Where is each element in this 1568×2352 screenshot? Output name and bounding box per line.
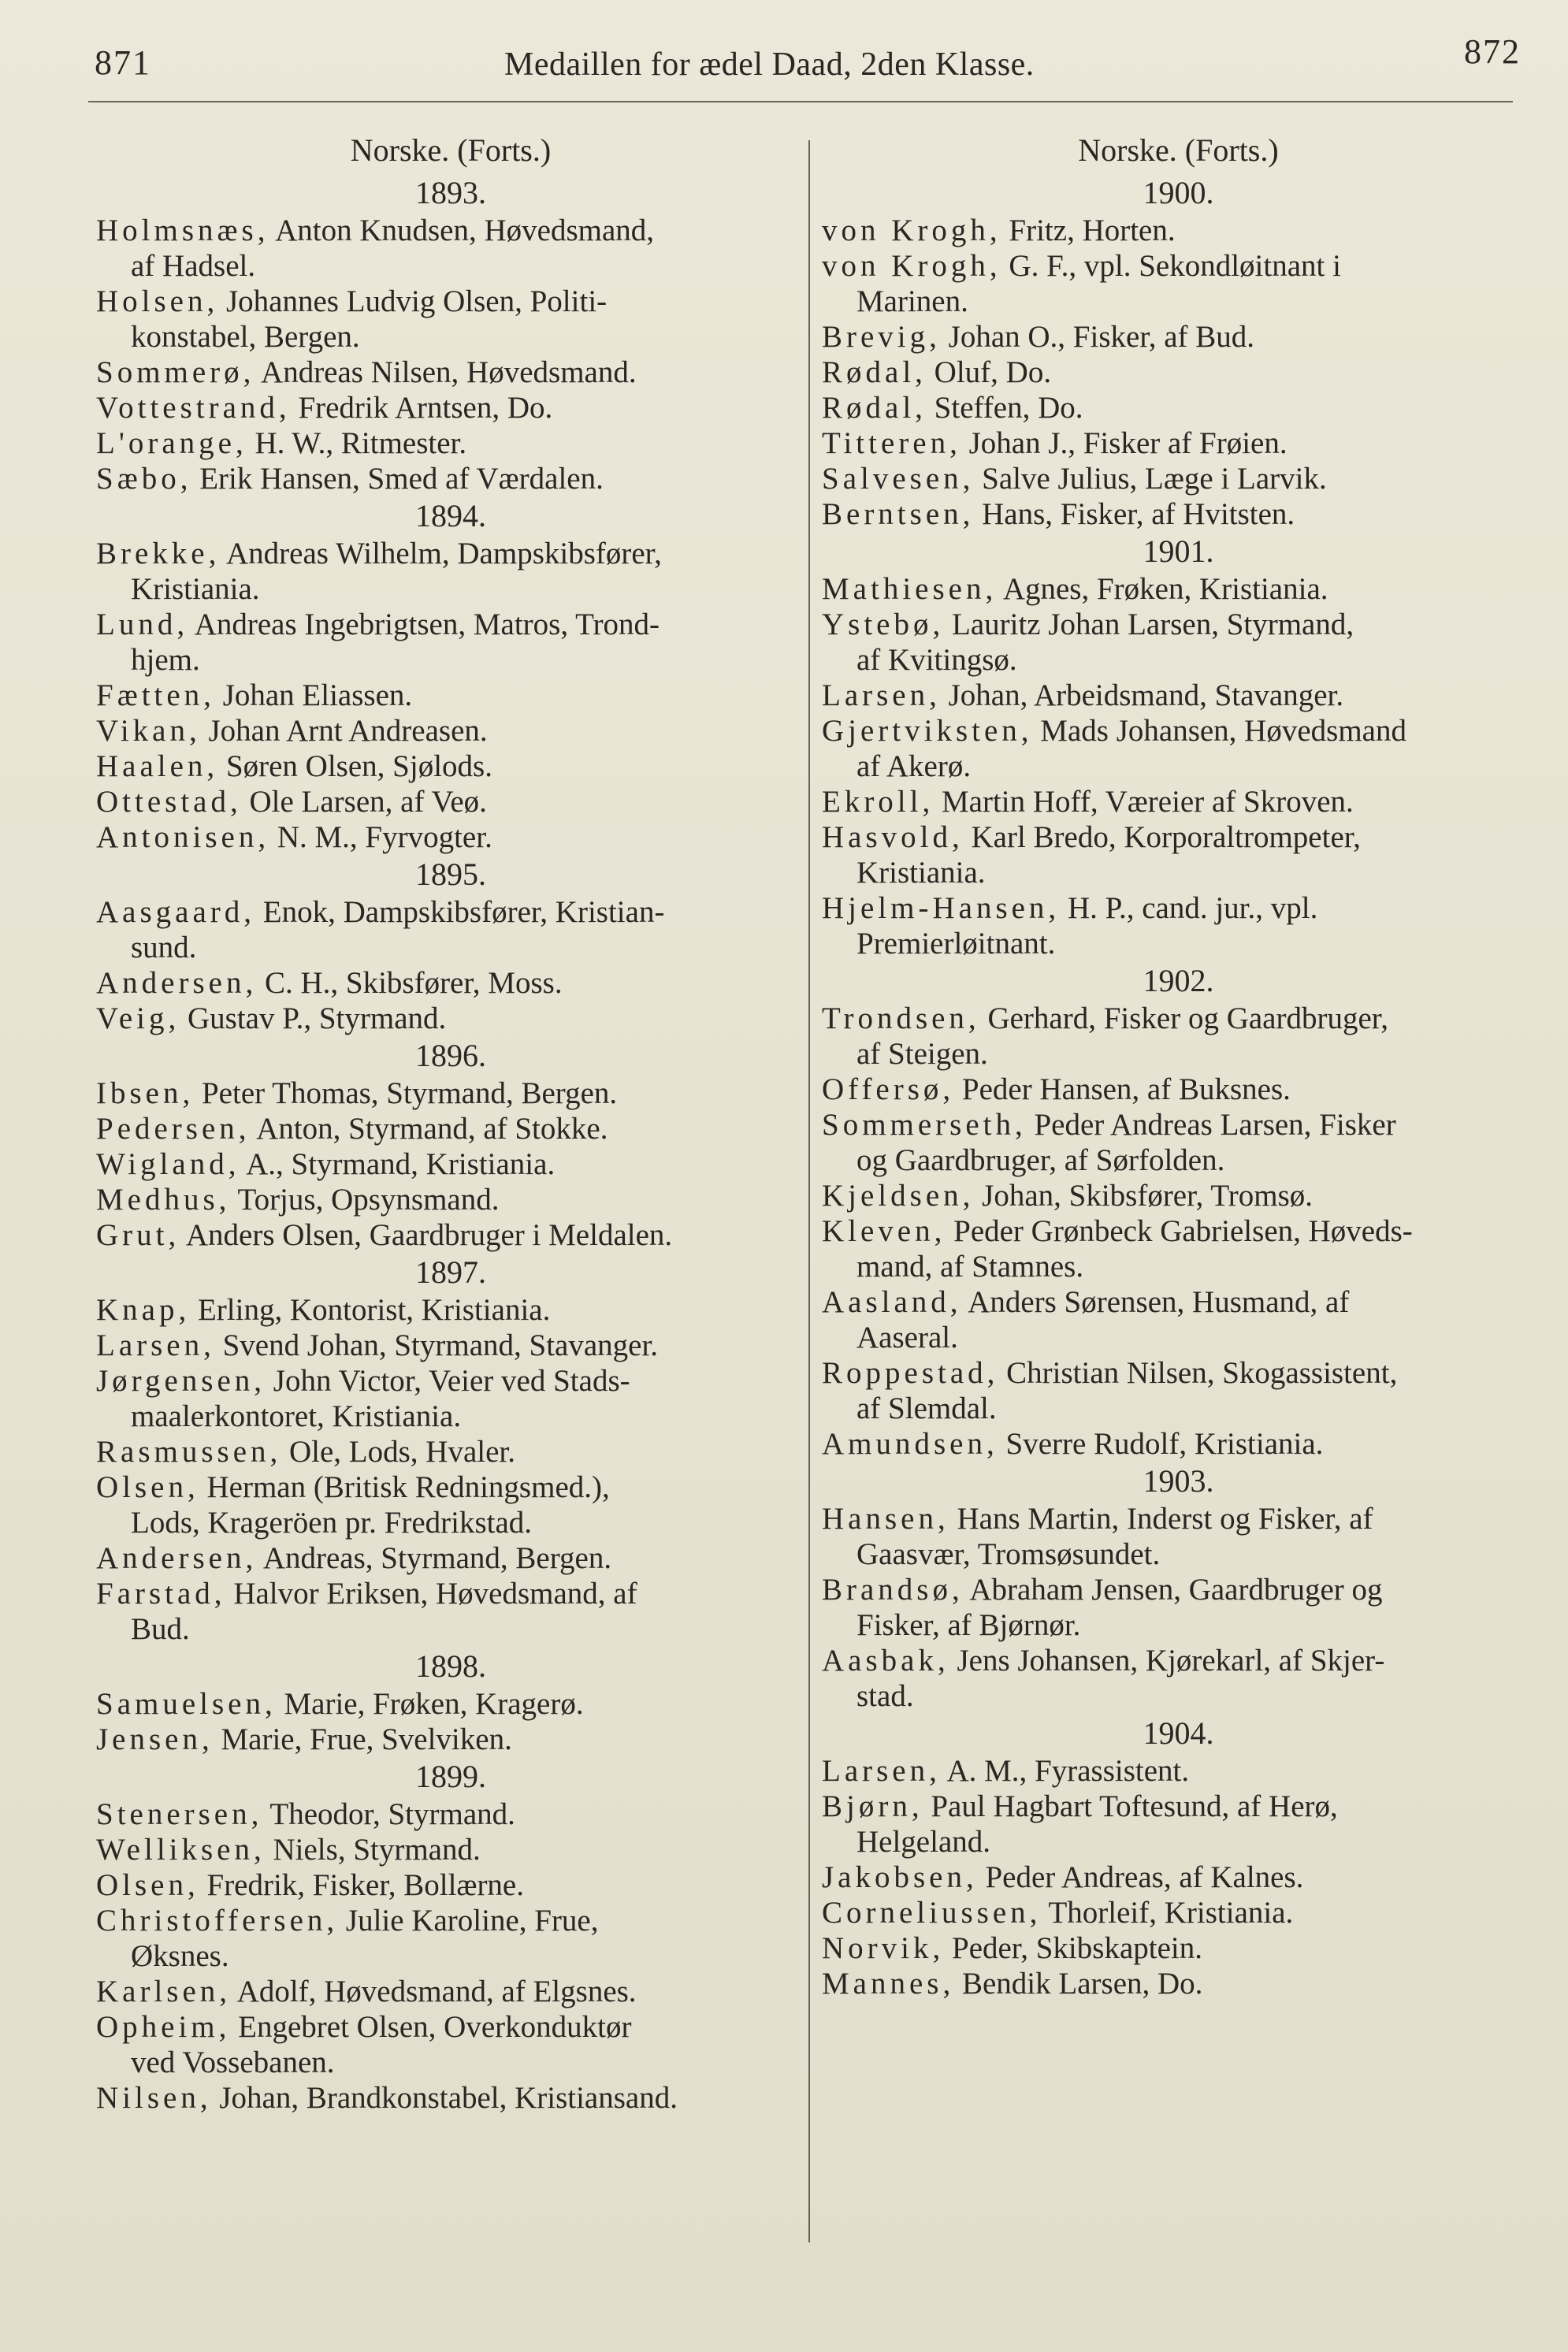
recipient-details: Hans, Fisker, af Hvitsten.	[982, 497, 1295, 531]
medal-entry	[822, 890, 1535, 961]
medal-entry	[96, 713, 805, 749]
recipient-surname: Karlsen,	[96, 1975, 232, 2008]
recipient-details: G. F., vpl. Sekondløitnant i	[1009, 249, 1341, 283]
recipient-surname: Jørgensen,	[96, 1364, 266, 1398]
running-title: Medaillen for ædel Daad, 2den Klasse.	[504, 46, 1035, 83]
medal-entry	[96, 284, 805, 355]
recipient-surname: Ottestad,	[96, 785, 242, 819]
recipient-details: C. H., Skibsfører, Moss.	[264, 966, 563, 1000]
recipient-details: Peder Andreas, af Kalnes.	[985, 1860, 1304, 1894]
medal-entry	[96, 1903, 805, 1974]
recipient-surname: von Krogh,	[822, 214, 1001, 247]
recipient-details: Søren Olsen, Sjølods.	[225, 749, 492, 783]
recipient-details: H. W., Ritmester.	[255, 426, 467, 460]
recipient-surname: Holmsnæs,	[96, 214, 269, 247]
medal-entry	[96, 894, 805, 965]
recipient-details-continued: af Steigen.	[856, 1037, 988, 1071]
recipient-surname: Offersø,	[822, 1072, 955, 1106]
medal-entry	[96, 1974, 805, 2009]
recipient-details: Johan J., Fisker af Frøien.	[968, 426, 1287, 460]
recipient-details: Peder Hansen, af Buksnes.	[961, 1072, 1291, 1106]
medal-entry	[822, 784, 1535, 819]
medal-entry	[822, 1966, 1535, 2001]
page-number-left: 871	[95, 43, 151, 82]
recipient-details: Jens Johansen, Kjørekarl, af Skjer-	[957, 1644, 1385, 1678]
recipient-details: Andreas Nilsen, Høvedsmand.	[261, 355, 637, 389]
recipient-surname: Gjertviksten,	[822, 714, 1033, 748]
medal-entry	[822, 461, 1535, 496]
year-heading: 1901.	[1143, 533, 1214, 569]
recipient-surname: Berntsen,	[822, 497, 975, 531]
medal-entry	[822, 496, 1535, 532]
column-heading: Norske. (Forts.)	[1078, 132, 1279, 168]
medal-entry	[822, 571, 1535, 607]
medal-entry	[822, 248, 1535, 319]
recipient-details: Agnes, Frøken, Kristiania.	[1002, 572, 1328, 606]
medal-entry	[96, 461, 805, 496]
year-heading: 1904.	[1143, 1715, 1214, 1751]
recipient-details: Anders Olsen, Gaardbruger i Meldalen.	[185, 1218, 673, 1252]
recipient-surname: Andersen,	[96, 966, 258, 1000]
medal-entry	[96, 1867, 805, 1903]
column-divider	[808, 140, 810, 2242]
recipient-details-continued: mand, af Stamnes.	[856, 1250, 1084, 1284]
recipient-details: Adolf, Høvedsmand, af Elgsnes.	[236, 1975, 637, 2008]
year-heading: 1895.	[415, 856, 486, 892]
recipient-details: Fredrik, Fisker, Bollærne.	[206, 1868, 524, 1902]
recipient-details: Lauritz Johan Larsen, Styrmand,	[952, 608, 1354, 641]
recipient-surname: Ekroll,	[822, 785, 934, 819]
recipient-surname: Samuelsen,	[96, 1687, 277, 1721]
recipient-details: Theodor, Styrmand.	[269, 1797, 515, 1831]
medal-entry	[96, 1722, 805, 1757]
recipient-details: H. P., cand. jur., vpl.	[1067, 891, 1318, 925]
recipient-surname: Vikan,	[96, 714, 201, 748]
recipient-details: Paul Hagbart Toftesund, af Herø,	[931, 1789, 1338, 1823]
recipient-details: Marie, Frøken, Kragerø.	[284, 1687, 584, 1721]
recipient-details: John Victor, Veier ved Stads-	[273, 1364, 630, 1398]
recipient-details: Herman (Britisk Redningsmed.),	[206, 1470, 610, 1504]
recipient-details-continued: Gaasvær, Tromsøsundet.	[856, 1537, 1161, 1571]
year-heading: 1896.	[415, 1038, 486, 1073]
year-heading: 1893.	[415, 175, 486, 210]
recipient-surname: Vottestrand,	[96, 391, 291, 425]
medal-entry	[822, 1107, 1535, 1178]
medal-entry	[96, 1076, 805, 1111]
medal-entry	[96, 1363, 805, 1434]
column-heading: Norske. (Forts.)	[350, 132, 552, 168]
recipient-surname: Jakobsen,	[822, 1860, 978, 1894]
recipient-surname: Mathiesen,	[822, 572, 998, 606]
recipient-details-continued: Helgeland.	[856, 1825, 991, 1859]
recipient-surname: Sommerø,	[96, 355, 255, 389]
recipient-details: A. M., Fyrassistent.	[946, 1754, 1190, 1788]
medal-entry	[96, 1832, 805, 1867]
recipient-details-continued: af Slemdal.	[856, 1392, 997, 1425]
recipient-surname: Rasmussen,	[96, 1435, 282, 1469]
year-heading: 1894.	[415, 498, 486, 533]
recipient-surname: Aasgaard,	[96, 895, 256, 929]
recipient-details: Gustav P., Styrmand.	[188, 1001, 447, 1035]
recipient-details: Salve Julius, Læge i Larvik.	[982, 462, 1327, 496]
recipient-details: Gerhard, Fisker og Gaardbruger,	[987, 1001, 1388, 1035]
year-heading: 1902.	[1143, 963, 1214, 998]
medal-entry	[96, 1434, 805, 1470]
medal-entry	[96, 1292, 805, 1328]
recipient-details: Peder, Skibskaptein.	[952, 1931, 1202, 1965]
medal-entry	[822, 1860, 1535, 1895]
medal-entry	[822, 1213, 1535, 1284]
recipient-details: Johan Eliassen.	[222, 678, 413, 712]
recipient-surname: L'orange,	[96, 426, 247, 460]
recipient-details: Abraham Jensen, Gaardbruger og	[969, 1573, 1383, 1607]
recipient-details: Fritz, Horten.	[1009, 214, 1176, 247]
recipient-details: Andreas, Styrmand, Bergen.	[262, 1541, 612, 1575]
recipient-details-continued: Kristiania.	[131, 572, 260, 606]
recipient-details: Andreas Wilhelm, Dampskibsfører,	[225, 537, 662, 570]
recipient-surname: Sæbo,	[96, 462, 192, 496]
recipient-details-continued: og Gaardbruger, af Sørfolden.	[856, 1143, 1225, 1177]
medal-entry	[96, 1470, 805, 1540]
right-column	[822, 128, 1535, 2001]
recipient-details-continued: ved Vossebanen.	[131, 2045, 335, 2079]
recipient-details: Johan, Arbeidsmand, Stavanger.	[948, 678, 1344, 712]
recipient-details: Enok, Dampskibsfører, Kristian-	[262, 895, 665, 929]
medal-entry	[822, 1572, 1535, 1643]
recipient-surname: Mannes,	[822, 1967, 955, 2001]
recipient-details: N. M., Fyrvogter.	[277, 820, 492, 854]
recipient-surname: Olsen,	[96, 1470, 199, 1504]
medal-entry	[96, 607, 805, 678]
recipient-details-continued: Kristiania.	[856, 856, 986, 890]
page-number-right: 872	[1464, 32, 1521, 71]
medal-entry	[96, 1182, 805, 1217]
recipient-surname: Hasvold,	[822, 820, 964, 854]
recipient-details: Martin Hoff, Væreier af Skroven.	[941, 785, 1354, 819]
recipient-details: Karl Bredo, Korporaltrompeter,	[971, 820, 1361, 854]
recipient-details: Julie Karoline, Frue,	[345, 1904, 599, 1938]
recipient-surname: Salvesen,	[822, 462, 975, 496]
recipient-surname: Haalen,	[96, 749, 219, 783]
recipient-details: Hans Martin, Inderst og Fisker, af	[957, 1502, 1373, 1536]
recipient-surname: Trondsen,	[822, 1001, 980, 1035]
recipient-surname: Nilsen,	[96, 2081, 212, 2115]
recipient-surname: von Krogh,	[822, 249, 1001, 283]
recipient-details: Johan O., Fisker, af Bud.	[948, 320, 1255, 354]
recipient-surname: Fætten,	[96, 678, 215, 712]
medal-entry	[822, 678, 1535, 713]
recipient-details-continued: Lods, Krageröen pr. Fredrikstad.	[131, 1506, 533, 1540]
recipient-surname: Jensen,	[96, 1722, 214, 1756]
medal-entry	[96, 1328, 805, 1363]
recipient-details-continued: Premierløitnant.	[856, 927, 1056, 960]
year-heading: 1900.	[1143, 175, 1214, 210]
recipient-surname: Kleven,	[822, 1214, 946, 1248]
recipient-details: Anton Knudsen, Høvedsmand,	[275, 214, 655, 247]
recipient-details: Halvor Eriksen, Høvedsmand, af	[233, 1577, 637, 1611]
recipient-surname: Hjelm-Hansen,	[822, 891, 1061, 925]
medal-entry	[96, 355, 805, 390]
recipient-details: Anton, Styrmand, af Stokke.	[256, 1112, 608, 1146]
medal-entry	[822, 1426, 1535, 1462]
recipient-details: Johan Arnt Andreasen.	[208, 714, 488, 748]
medal-entry	[96, 965, 805, 1001]
recipient-surname: Holsen,	[96, 284, 219, 318]
recipient-surname: Opheim,	[96, 2010, 231, 2044]
recipient-details-continued: af Akerø.	[856, 749, 972, 783]
recipient-details: Anders Sørensen, Husmand, af	[968, 1285, 1350, 1319]
recipient-surname: Rødal,	[822, 355, 927, 389]
medal-entry	[96, 819, 805, 855]
recipient-surname: Aasland,	[822, 1285, 962, 1319]
medal-entry	[96, 536, 805, 607]
medal-entry	[96, 2009, 805, 2080]
recipient-surname: Titteren,	[822, 426, 961, 460]
recipient-surname: Pedersen,	[96, 1112, 251, 1146]
medal-entry	[822, 1178, 1535, 1213]
recipient-details: Peter Thomas, Styrmand, Bergen.	[201, 1076, 618, 1110]
recipient-details: Peder Andreas Larsen, Fisker	[1034, 1108, 1396, 1142]
recipient-surname: Farstad,	[96, 1577, 226, 1611]
recipient-details: Svend Johan, Styrmand, Stavanger.	[222, 1328, 659, 1362]
medal-entry	[96, 1797, 805, 1832]
medal-entry	[822, 1753, 1535, 1789]
recipient-details-continued: Marinen.	[856, 284, 968, 318]
recipient-details: Bendik Larsen, Do.	[961, 1967, 1203, 2001]
recipient-details: Johan, Skibsfører, Tromsø.	[982, 1179, 1313, 1213]
medal-entry	[822, 819, 1535, 890]
medal-entry	[822, 390, 1535, 425]
recipient-surname: Ibsen,	[96, 1076, 195, 1110]
recipient-surname: Lund,	[96, 608, 189, 641]
medal-entry	[96, 1686, 805, 1722]
recipient-details: Erling, Kontorist, Kristiania.	[197, 1293, 551, 1327]
recipient-details: Johan, Brandkonstabel, Kristiansand.	[219, 2081, 678, 2115]
recipient-surname: Corneliussen,	[822, 1896, 1042, 1930]
medal-entry	[822, 1789, 1535, 1860]
recipient-details: Thorleif, Kristiania.	[1048, 1896, 1294, 1930]
medal-entry	[96, 390, 805, 425]
medal-entry	[96, 1576, 805, 1647]
recipient-details: Torjus, Opsynsmand.	[237, 1183, 500, 1217]
recipient-details: Peder Grønbeck Gabrielsen, Høveds-	[953, 1214, 1413, 1248]
recipient-surname: Andersen,	[96, 1541, 258, 1575]
medal-entry	[96, 784, 805, 819]
recipient-details-continued: Aaseral.	[856, 1321, 958, 1354]
medal-entry	[822, 213, 1535, 248]
recipient-surname: Stenersen,	[96, 1797, 263, 1831]
recipient-details-continued: konstabel, Bergen.	[131, 320, 360, 354]
recipient-surname: Olsen,	[96, 1868, 199, 1902]
recipient-surname: Larsen,	[96, 1328, 215, 1362]
recipient-details-continued: hjem.	[131, 643, 200, 677]
year-heading: 1899.	[415, 1759, 486, 1794]
header-rule	[88, 101, 1513, 102]
recipient-surname: Kjeldsen,	[822, 1179, 975, 1213]
medal-entry	[96, 678, 805, 713]
recipient-surname: Larsen,	[822, 678, 941, 712]
recipient-surname: Amundsen,	[822, 1427, 998, 1461]
medal-entry	[96, 1146, 805, 1182]
recipient-details-continued: sund.	[131, 931, 197, 964]
recipient-details: Fredrik Arntsen, Do.	[298, 391, 553, 425]
recipient-surname: Larsen,	[822, 1754, 941, 1788]
medal-entry	[96, 2080, 805, 2116]
recipient-details-continued: af Kvitingsø.	[856, 643, 1017, 677]
recipient-details-continued: Øksnes.	[131, 1939, 229, 1973]
recipient-surname: Brevig,	[822, 320, 941, 354]
medal-entry	[96, 213, 805, 284]
medal-entry	[96, 1540, 805, 1576]
recipient-details: Engebret Olsen, Overkonduktør	[238, 2010, 632, 2044]
recipient-details: Oluf, Do.	[934, 355, 1052, 389]
recipient-details: Marie, Frue, Svelviken.	[221, 1722, 512, 1756]
medal-entry	[822, 355, 1535, 390]
recipient-surname: Knap,	[96, 1293, 191, 1327]
medal-entry	[822, 1501, 1535, 1572]
year-heading: 1903.	[1143, 1463, 1214, 1499]
year-heading: 1897.	[415, 1254, 486, 1290]
recipient-details: Niels, Styrmand.	[273, 1833, 481, 1867]
recipient-surname: Sommerseth,	[822, 1108, 1027, 1142]
medal-entry	[822, 1284, 1535, 1355]
recipient-details-continued: Fisker, af Bjørnør.	[856, 1608, 1081, 1642]
medal-entry	[822, 1072, 1535, 1107]
recipient-surname: Veig,	[96, 1001, 180, 1035]
recipient-details: Sverre Rudolf, Kristiania.	[1005, 1427, 1324, 1461]
year-heading: 1898.	[415, 1648, 486, 1684]
recipient-surname: Brandsø,	[822, 1573, 964, 1607]
medal-entry	[822, 1001, 1535, 1072]
medal-entry	[822, 1895, 1535, 1930]
recipient-details: A., Styrmand, Kristiania.	[246, 1147, 555, 1181]
recipient-surname: Bjørn,	[822, 1789, 923, 1823]
recipient-details: Christian Nilsen, Skogassistent,	[1006, 1356, 1398, 1390]
recipient-details: Steffen, Do.	[934, 391, 1083, 425]
recipient-details-continued: maalerkontoret, Kristiania.	[131, 1399, 462, 1433]
recipient-details-continued: Bud.	[131, 1612, 190, 1646]
recipient-details: Johannes Ludvig Olsen, Politi-	[226, 284, 608, 318]
recipient-details-continued: stad.	[856, 1679, 914, 1713]
recipient-surname: Hansen,	[822, 1502, 949, 1536]
recipient-surname: Ystebø,	[822, 608, 945, 641]
medal-entry	[822, 1355, 1535, 1426]
recipient-details: Andreas Ingebrigtsen, Matros, Trond-	[194, 608, 660, 641]
recipient-details: Erik Hansen, Smed af Værdalen.	[199, 462, 604, 496]
medal-entry	[96, 425, 805, 461]
recipient-details: Ole Larsen, af Veø.	[249, 785, 487, 819]
recipient-surname: Medhus,	[96, 1183, 231, 1217]
recipient-surname: Norvik,	[822, 1931, 945, 1965]
medal-entry	[822, 1930, 1535, 1966]
medal-entry	[96, 749, 805, 784]
recipient-details-continued: af Hadsel.	[131, 249, 256, 283]
left-column	[96, 128, 805, 2116]
recipient-surname: Wigland,	[96, 1147, 240, 1181]
medal-entry	[822, 607, 1535, 678]
medal-entry	[822, 713, 1535, 784]
medal-entry	[96, 1001, 805, 1036]
recipient-surname: Aasbak,	[822, 1644, 949, 1678]
medal-entry	[96, 1111, 805, 1146]
medal-entry	[96, 1217, 805, 1253]
recipient-surname: Roppestad,	[822, 1356, 999, 1390]
recipient-surname: Christoffersen,	[96, 1904, 339, 1938]
recipient-details: Ole, Lods, Hvaler.	[289, 1435, 516, 1469]
page-header	[95, 32, 1521, 95]
medal-entry	[822, 425, 1535, 461]
recipient-surname: Welliksen,	[96, 1833, 266, 1867]
medal-entry	[822, 1643, 1535, 1714]
recipient-surname: Grut,	[96, 1218, 180, 1252]
recipient-surname: Brekke,	[96, 537, 221, 570]
recipient-surname: Antonisen,	[96, 820, 270, 854]
recipient-surname: Rødal,	[822, 391, 927, 425]
recipient-details: Mads Johansen, Høvedsmand	[1040, 714, 1406, 748]
medal-entry	[822, 319, 1535, 355]
